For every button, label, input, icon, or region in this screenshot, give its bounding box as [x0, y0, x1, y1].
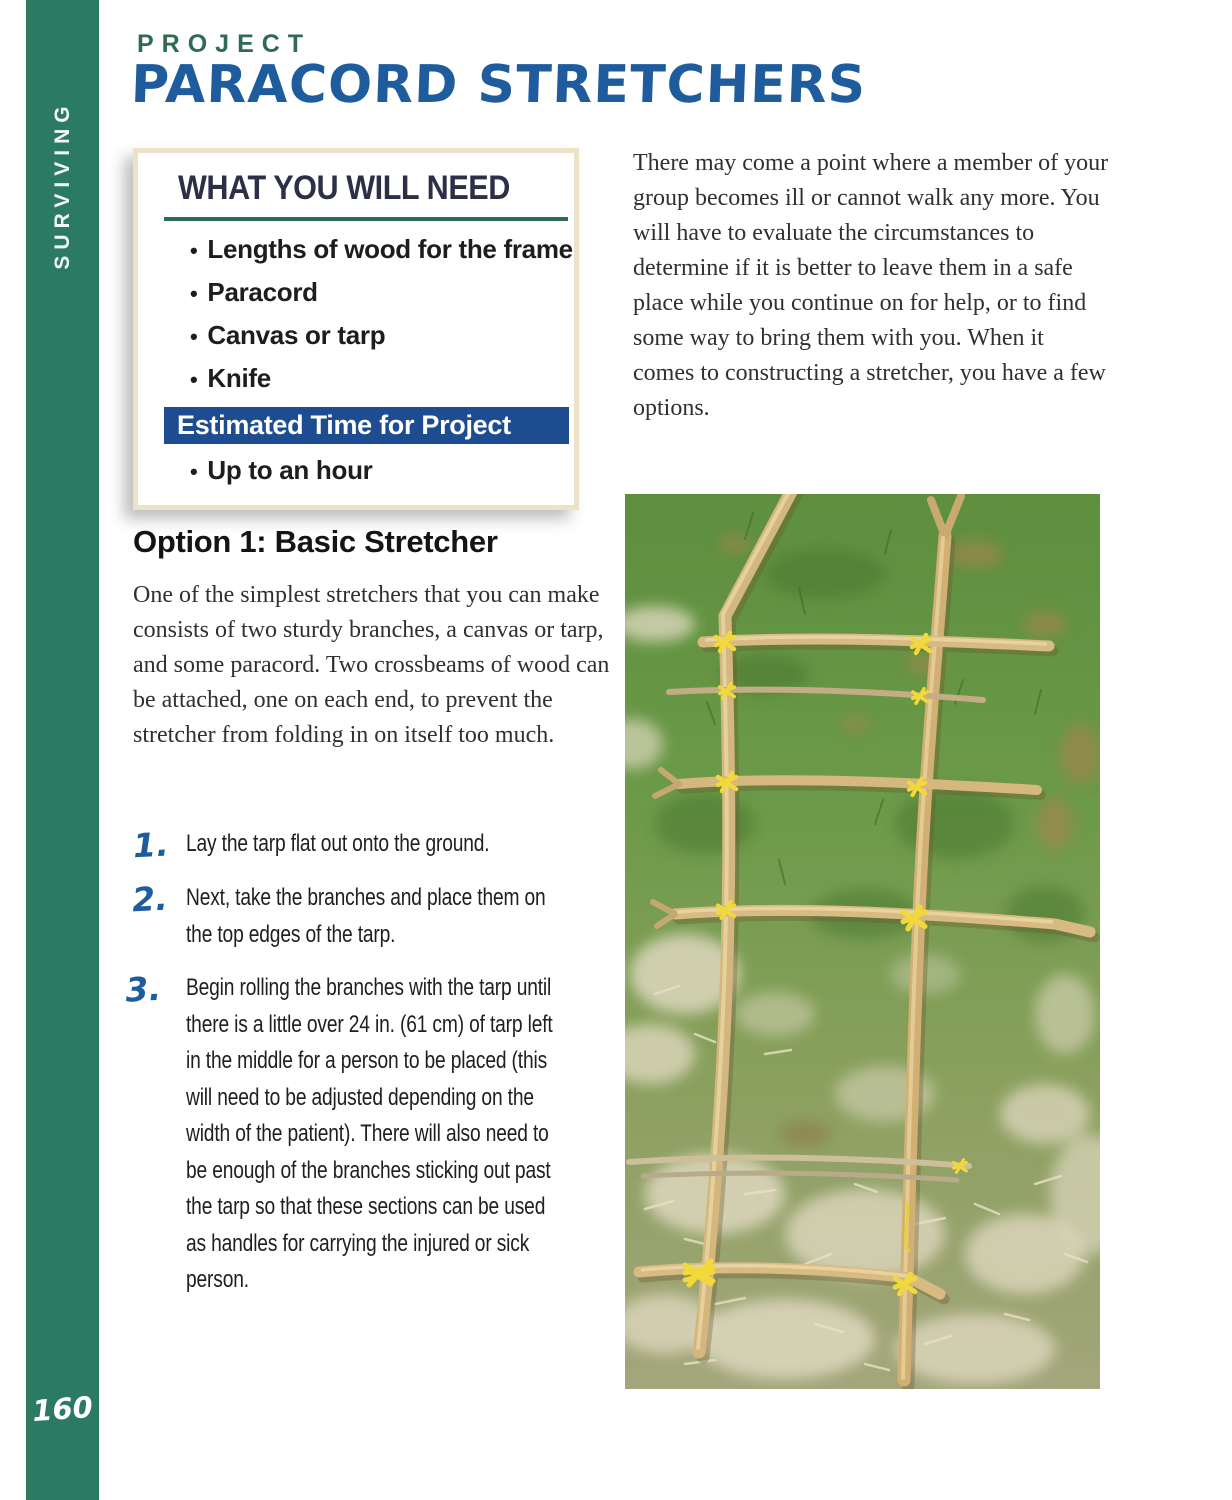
supplies-box-title: WHAT YOU WILL NEED	[178, 169, 510, 207]
steps-list	[124, 824, 653, 1316]
bullet-icon: •	[190, 459, 198, 484]
stretcher-photo-graphic	[625, 494, 1100, 1389]
time-label: Up to an hour	[207, 455, 373, 485]
intro-paragraph: There may come a point where a member of your group becomes ill or cannot walk any more. You will have to evaluate the circumstances to determine if it is better to leave them in a safe place while you continue on for help, or to find some way to bring them with you. When it comes to constructing a stretcher, you have a few options.	[633, 150, 1109, 421]
supply-label: Paracord	[207, 277, 318, 307]
list-item	[190, 364, 574, 394]
supply-label: Canvas or tarp	[207, 320, 386, 350]
section-sidebar	[26, 0, 99, 1500]
step-row	[124, 968, 653, 1299]
supply-label: Lengths of wood for the frame	[207, 234, 573, 264]
rung	[703, 637, 1049, 646]
list-item	[190, 278, 574, 308]
step-text: Next, take the branches and place them on the top edges of the tarp.	[186, 884, 546, 948]
supplies-list	[190, 235, 574, 394]
bullet-icon: •	[190, 324, 198, 349]
step-text: Begin rolling the branches with the tarp until there is a little over 24 in. (61 cm) of tarp left in the middle for a person to be placed (this will need to be adjusted depending on the width of the patient). There will also need to be enough of the branches sticking out past the tarp so that these sections can be used as handles for carrying the injured or sick person.	[186, 974, 553, 1293]
list-item	[190, 321, 574, 351]
bullet-icon: •	[190, 238, 198, 263]
step-row	[132, 824, 653, 866]
option1-paragraph: One of the simplest stretchers that you can make consists of two sturdy branches, a canvas or tarp, and some paracord. Two crossbeams of wood can be attached, one on each end, to prevent the stretcher from folding in on itself too much.	[133, 582, 610, 748]
page-number: 160	[31, 1389, 94, 1429]
bullet-icon: •	[190, 367, 198, 392]
supplies-box	[133, 148, 579, 510]
green-rule-divider	[164, 217, 568, 221]
list-item	[190, 456, 574, 486]
section-label: SURVIVING	[50, 100, 74, 270]
step-number: 1.	[132, 824, 170, 866]
estimated-time-bar: Estimated Time for Project	[164, 407, 569, 444]
list-item	[190, 235, 574, 265]
step-number: 2.	[131, 878, 169, 920]
time-list	[190, 456, 574, 486]
stretcher-photo	[625, 494, 1100, 1389]
page-title: PARACORD STRETCHERS	[129, 55, 868, 115]
step-number: 3.	[124, 968, 162, 1010]
step-row	[133, 880, 653, 953]
bullet-icon: •	[190, 281, 198, 306]
option1-heading: Option 1: Basic Stretcher	[133, 524, 498, 559]
step-text: Lay the tarp flat out onto the ground.	[186, 830, 490, 857]
project-eyebrow: PROJECT	[137, 30, 312, 58]
supply-label: Knife	[207, 363, 271, 393]
